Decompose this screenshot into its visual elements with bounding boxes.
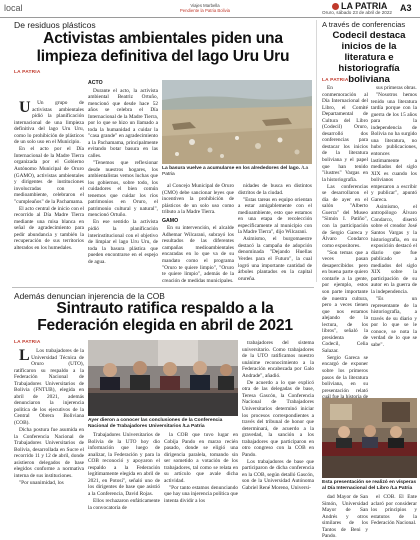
article1-column3: [162, 183, 234, 285]
column-divider: [316, 20, 317, 282]
article2-paragraph: "Es un representante de la historiografía, a través de su diario y por lo que se le conoce, se nota la verdad de lo que se sabe".: [371, 296, 417, 348]
header-ad-line1: Viajes Marbella: [190, 3, 220, 8]
union-photo-image: [88, 340, 238, 416]
article3-column3: [164, 432, 238, 534]
lake-photo-image: [162, 80, 312, 164]
article1-paragraph: "Tenemos que reflexionar desde nuestros hogares, los ambientalistas vemos luchas que los gobiernos, sobre todo, los cuidadores el bien común tenemos que cuidar los ríos patrimonios en Oruro, el patrimonio cultural y natural", mencionó Ortuño.: [88, 160, 158, 219]
article3-paragraph: Trabajadores Universitarios de Bolivia de la UTO hoy dio información que luego de analizar, la Federación y para la COB reconoció y apoyaron el respaldo a la Federación legítimamente elegida en abril de 2021, en Potosí", señaló uno de los dirigentes de base que asistió a la Conferencia, David Rojas.: [88, 432, 160, 497]
article1-paragraph: En el acto por el Día Internacional de la Madre Tierra organizada por el Gobierno Autónomo Municipal de Oruro (GAMO), activistas ambientales y dirigentes de instituciones involucradas con el medioambiente, celebraron el "cumpleaños" de la Pachamama.: [14, 146, 84, 205]
article1-paragraph: [14, 100, 84, 146]
article3-paragraph: Los trabajadores de base que participaron de dicha conferencia en la COB, según detalló Gascón, son de la Universidad Autónoma Gabriel René Moreno, Universi-: [242, 458, 314, 492]
section-label: local: [4, 3, 23, 13]
conference-photo-image: [322, 398, 417, 478]
article1-kicker: De residuos plásticos: [14, 20, 96, 30]
article1-paragraph: nidades de busca en distintos distritos de la ciudad.: [238, 183, 312, 196]
article1-paragraph: El acto central de inicio con el recorrido al Día Madre Tierra mediante una misa blanca en señal de agradecimiento para pedir abundancia y también la recuperación de sus territorios alterados en los humedales.: [14, 205, 84, 252]
article3-lead: Los trabajadores de la Universidad Técnica de Oruro (UTO), ratificaron su respaldo a la Federación Nacional de Trabajadores Universitarios de Bolivia (FNTUB), elegida en abril de 2021, además denunciaron la injerencia política de los ejecutivos de la Central Obrera Boliviana (COB).: [14, 348, 84, 427]
article2-column4: [371, 494, 417, 534]
article3-paragraph: Ellos rechazaron enfáticamente la convocatoria de: [88, 497, 160, 511]
article1-byline: LA PATRIA: [14, 70, 41, 75]
header-ad-line2: Pendiente la Patria Bolivia: [179, 8, 231, 13]
article1-paragraph: En su intervención, el alcalde Adhemar Wilcarani, subrayó los resultados de las diferentes campañas medioambientales encaradas en lo que va de su mandato como el programa "Oruro te quiere limpio", "Oruro te quiere limpio", además de la creación de medidas municipales.: [162, 225, 234, 284]
conference-photo: [322, 398, 417, 478]
article3-kicker: Además denuncian injerencia de la COB: [14, 291, 165, 301]
article2-paragraph: Sergio Gareca se encargó de exponer sobre los primeros pasos de la literatura boliviana, en su presentación relató: [322, 354, 368, 394]
union-photo: [88, 340, 238, 416]
article1-subhead-acto: ACTO: [88, 80, 103, 86]
article2-headline: Codecil destaca inicios de la literatura e historiografía boliviana: [332, 30, 406, 85]
article1-paragraph: "Estas tareas en equipo orientan a estar amigablemente con el medioambiente, esto que estamos en una etapa de recolección específicamente al municipio con la Madre Tierra", dijo Wilcarani.: [238, 196, 312, 236]
article1-lead: Un grupo de activistas ambientales pidió la planificación internacional de una limpieza definitiva del lago Uru Uru, como lo prohibición de plásticos de un solo uso en el Municipio.: [14, 100, 84, 146]
issue-date: Oruro, sábado 23 de abril de 2022: [322, 10, 392, 15]
article2-paragraph: Las conferencias se desarrollaron el día de ayer en el salón "Alberto Guerra" del Museo "Simón I. Patiño", con la participación de Sergio Gareca y Álvaro Condarco como expositores.: [322, 183, 368, 249]
article3-paragraph: la COB que tuvo lugar en Cobija Pando en marzo recién pasado, donde se eligió una dirigencia paralela, tomando sin ser sometido a votación de los trabajadores, tal como se relata en su artículo que avale dicha actividad.: [164, 432, 238, 484]
lake-photo: [162, 80, 312, 164]
page-number: A3: [400, 3, 412, 13]
article1-column4: [238, 183, 312, 285]
logo-icon: [332, 3, 339, 10]
article1-paragraph: En ese sentido la activista pidió la planificación interinstitucional con el objetivo de limpiar el lago Uru Uru, de toda la basura plástica que pueden encontrarse en el espejo de agua.: [88, 219, 158, 265]
article3-column2: [88, 432, 160, 534]
article1-subhead-gamo: GAMO: [162, 217, 179, 224]
article2-paragraph: Asimismo, el antropólogo Álvaro Condarco, disertó sobre el creador José Santos Vargas y la historiografía, en su exposición destacó el diario que fue publicado a mediados del siglo XIX sobre la participación de su autor en la guerra de la independencia.: [371, 203, 417, 295]
article2-kicker: A través de conferencias: [322, 20, 406, 29]
article3-paragraph: "Por unanimidad, los: [19, 479, 64, 486]
lake-caption-text: La basura vuelve a acumularse en los alrededores del lago.: [162, 166, 301, 171]
article1-paragraph: al Concejo Municipal de Oruro (CMO) debe sancionar leyes que incentiven la prohibición de plásticos de un solo uso como tributo a la Madre Tierra.: [162, 183, 234, 216]
article1-paragraph: Durante el acto, la activista ambiental Beatriz Ortuño, mencionó que desde hace 52 años se celebra el Día Internacional de la Madre Tierra, por lo que se hizo un llamado a toda la humanidad a cuidar la "casa grande" en agradecimiento a la Pachamama, principalmente evitando botar basura en las calles.: [88, 87, 158, 160]
drop-cap: L: [19, 347, 30, 364]
drop-cap: U: [19, 99, 31, 116]
article2-column2: [371, 85, 417, 397]
article3-paragraph: trabajadores del sistema universitario. Como trabajadores de la UTO ratificamos nuestro unánime reconocimiento a la Federación encabezada por Galo Andrade", añadió.: [242, 340, 314, 379]
union-photo-caption: Ayer dieron a conocer las conclusiones de la Conferencia Nacional de Trabajadores Universitarios /La Patria: [88, 418, 223, 429]
article2-paragraph: "Nosotros hemos tenido una literatura tardía porque con la guerra de los 15 años para la independencia de Bolivia no ha surgido una literatura, no hubo publicaciones, entonces lastimamente a mediados del siglo XIX es cuando los bolivianos empezaron a escribir y publicar", apuntó Gareca.: [371, 92, 417, 203]
article3-paragraph: "Por tanto estamos denunciando que hay una injerencia política que intenta dividir a los: [164, 484, 238, 504]
header-ad: [150, 3, 260, 13]
article3-column4: [242, 340, 314, 534]
article3-paragraph: Dicha postura fue asumida en la Conferencia Nacional de Trabajadores Universitarios de Bolivia, desarrollada en Sucre el recorrido 11 y 12 de abril, donde asistieron delegados de base elegidos conforme a normativa interna de sus instituciones.: [14, 427, 84, 479]
lake-photo-caption: [162, 166, 312, 178]
article3-byline: LA PATRIA: [14, 340, 41, 345]
article1-column1: [14, 100, 84, 285]
article2-column3: [322, 494, 368, 540]
article1-paragraph: Asimismo, el burgomaestre destacó la campaña de adopción denominada "Dejando Huellas Verdes para el Futuro", la cual logró una importante cantidad de árboles plantados en la capital orureña.: [238, 236, 312, 282]
article2-byline: LA PATRIA: [322, 78, 349, 83]
header-rule: [0, 17, 420, 18]
conference-photo-caption: Esta presentación se realizó en vísperas al Día Internacional del Libro /La Patria: [322, 480, 417, 491]
article2-paragraph: el COB. El Ente aclaró por considerar los principios y estatutos de la Federación Nacional.: [371, 494, 417, 527]
article3-column1: [14, 348, 84, 534]
article2-paragraph: En conmemoración al Día Internacional del Libro, el Comité Departamental de Cultura del Libro (Codecil) Oruro, desarrolló dos conferencias para destacar los inicios de la literatura boliviana y el papel que han tenido "ilustres" Vargas en la historiografía.: [322, 85, 368, 183]
article1-headline: Activistas ambientales piden una limpieza definitiva del lago Uru Uru: [36, 30, 290, 65]
section-divider: [12, 287, 314, 288]
article2-paragraph: dad Mayor de San Simón, Universidad Mayor de San Andrés y otros similares de los Tantos de Beni y Pando.: [322, 494, 368, 540]
article1-column2: [88, 78, 158, 285]
lake-caption-credit: /La Patria: [162, 166, 309, 177]
article2-paragraph: sus primeras obras.: [376, 85, 417, 91]
article2-column1: [322, 85, 368, 397]
article3-headline: Sintrauto ratifica respaldo a la Federación elegida en abril de 2021: [37, 300, 293, 334]
article2-paragraph: "Son temas que a veces pasan desapercibidos pero en buena parte quiero contarle a la gente, por ejemplo, estos son parte importante de nuestra cultura, pero a veces tienen que nos estamos alejando de la lectura, de los libros", señaló la presidenta de Codecil, Celia Salazar.: [322, 249, 368, 354]
masthead-text: LA PATRIA: [341, 1, 388, 11]
article3-paragraph: [14, 348, 84, 427]
article3-paragraph: De acuerdo a lo que explicó otra de las delegadas de base, Teresa Gascón, la Conferencia Nacional de Trabajadores Universitarios determinó iniciar los procesos correspondientes a través del tribunal de honor que determinará, de acuerdo a la gravedad, la sanción a los trabajadores que participaron en otro congreso con la COB en Pando.: [242, 379, 314, 458]
